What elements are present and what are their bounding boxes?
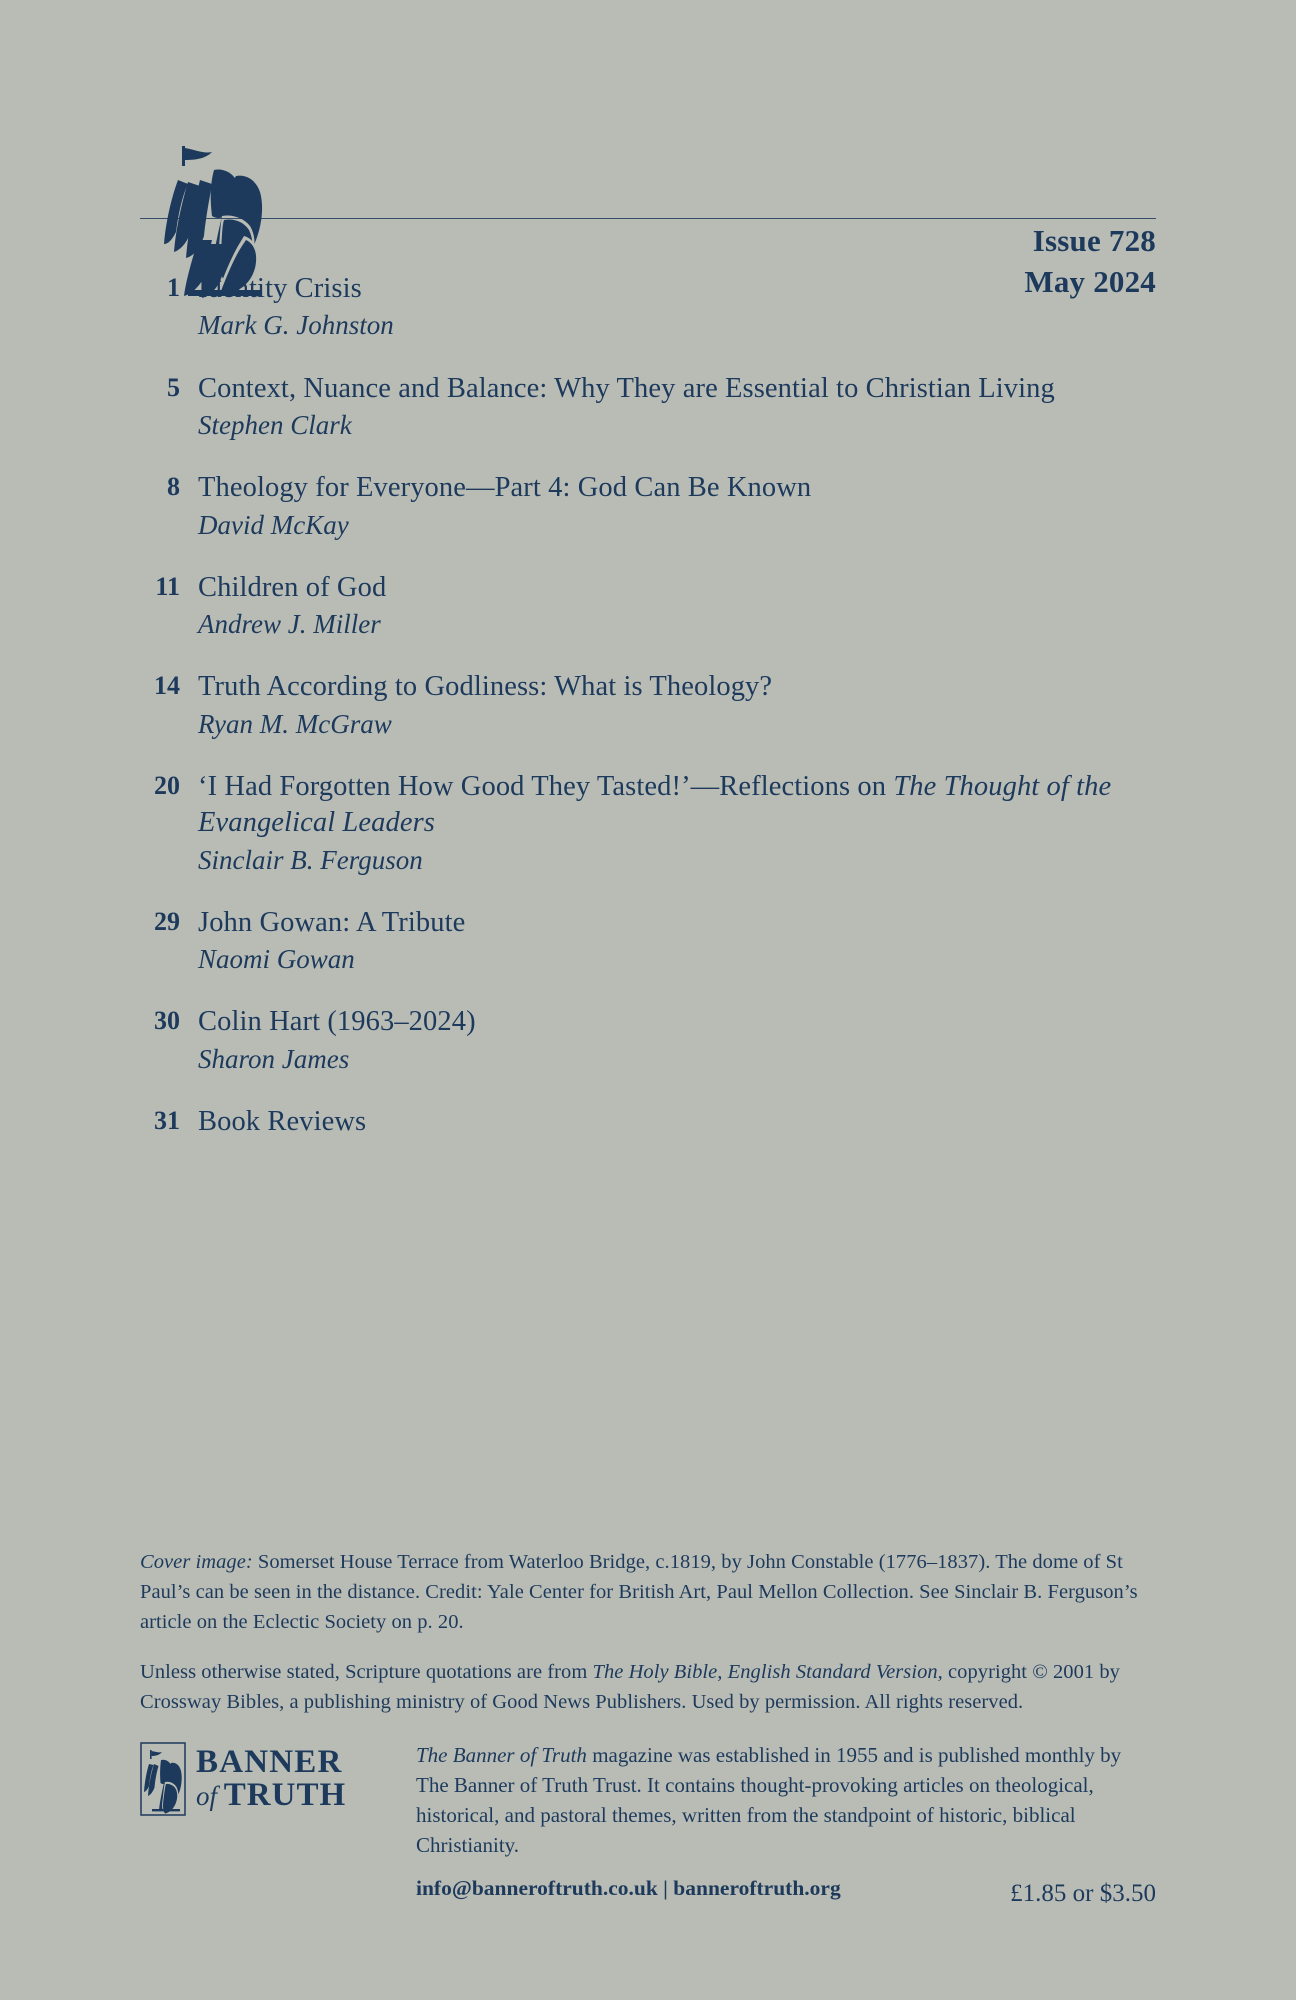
banner-of-truth-wordmark	[196, 1743, 347, 1813]
entry-author: Sharon James	[198, 1043, 350, 1074]
entry-title: Children of God	[198, 571, 387, 603]
banner-of-truth-logo	[140, 1740, 412, 1816]
entry-title: Identity Crisis	[198, 273, 362, 304]
cover-image-label: Cover image:	[140, 1551, 253, 1573]
wordmark-of: of	[196, 1780, 224, 1811]
list-item[interactable]	[140, 669, 1156, 742]
list-item[interactable]	[140, 769, 1156, 878]
magazine-name-italic: The Banner of Truth	[416, 1742, 587, 1767]
entry-page-number: 31	[154, 1105, 180, 1135]
entry-author: Sinclair B. Ferguson	[198, 844, 423, 875]
table-of-contents	[140, 271, 1156, 1140]
footer-notes	[140, 1548, 1156, 1907]
contact-line[interactable]: info@banneroftruth.co.uk | banneroftruth.org	[416, 1875, 841, 1900]
entry-author: Ryan M. McGraw	[198, 708, 392, 739]
entry-page-number: 14	[154, 671, 180, 701]
entry-page-number: 11	[155, 571, 180, 601]
wordmark-line-of-truth	[196, 1776, 347, 1813]
entry-title: Truth According to Godliness: What is Theology?	[198, 671, 773, 703]
entry-page-number: 8	[167, 472, 180, 502]
entry-title: Context, Nuance and Balance: Why They are Essential to Christian Living	[198, 372, 1055, 404]
list-item[interactable]	[140, 570, 1156, 643]
list-item[interactable]	[140, 1104, 1156, 1140]
entry-page-number: 29	[154, 906, 180, 936]
price-label: £1.85 or $3.50	[1010, 1879, 1156, 1907]
entry-author: Mark G. Johnston	[198, 310, 394, 341]
scripture-note-part1: Unless otherwise stated, Scripture quotations are from	[140, 1660, 593, 1683]
entry-author: Naomi Gowan	[198, 944, 355, 975]
list-item[interactable]	[140, 905, 1156, 978]
banner-of-truth-figure-icon	[140, 1742, 186, 1816]
entry-author: Andrew J. Miller	[198, 609, 381, 640]
entry-author: Stephen Clark	[198, 410, 352, 441]
entry-author: David McKay	[198, 509, 349, 540]
entry-title: Colin Hart (1963–2024)	[198, 1006, 476, 1038]
entry-title: Theology for Everyone—Part 4: God Can Be Known	[198, 472, 812, 504]
list-item[interactable]	[140, 371, 1156, 444]
cover-image-text: Somerset House Terrace from Waterloo Bridge, c.1819, by John Constable (1776–1837). The dome of St Paul’s can be seen in the distance. Credit: Yale Center for British Art, Paul Mellon Collection. See Sinclair B. Ferguson’s article on the Eclectic Society on p. 20.	[140, 1551, 1138, 1633]
entry-title: Book Reviews	[198, 1105, 367, 1137]
entry-title-plain: ‘I Had Forgotten How Good They Tasted!’—Reflections on	[198, 770, 894, 802]
entry-page-number: 30	[154, 1006, 180, 1036]
cover-image-note	[140, 1548, 1156, 1638]
scripture-copyright-note	[140, 1658, 1156, 1718]
issue-date: May 2024	[1024, 264, 1156, 300]
entry-page-number: 20	[154, 770, 180, 800]
entry-page-number: 1	[167, 273, 180, 302]
colophon-description-text: magazine was established in 1955 and is published monthly by The Banner of Truth Trust. It contains thought-provoking articles on theological, historical, and pastoral themes, written from the standpoint of historic, biblical Christianity.	[416, 1742, 1122, 1858]
wordmark-line-banner: BANNER	[196, 1743, 343, 1780]
entry-page-number: 5	[167, 372, 180, 402]
entry-title-italic: The Thought of the Evangelical Leaders	[198, 770, 1112, 839]
header-divider	[140, 218, 1156, 219]
scripture-note-part2: copyright © 2001 by Crossway Bibles, a publishing ministry of Good News Publishers. Used by permission. All rights reserved.	[140, 1660, 1120, 1713]
colophon	[140, 1740, 1156, 1904]
scripture-version-title: The Holy Bible, English Standard Version,	[592, 1660, 943, 1683]
wordmark-truth: TRUTH	[223, 1776, 347, 1813]
issue-number: Issue 728	[1032, 223, 1156, 258]
entry-title: John Gowan: A Tribute	[198, 906, 466, 938]
list-item[interactable]	[140, 1004, 1156, 1077]
list-item[interactable]	[140, 271, 1156, 344]
entry-title	[198, 769, 1156, 842]
list-item[interactable]	[140, 470, 1156, 543]
